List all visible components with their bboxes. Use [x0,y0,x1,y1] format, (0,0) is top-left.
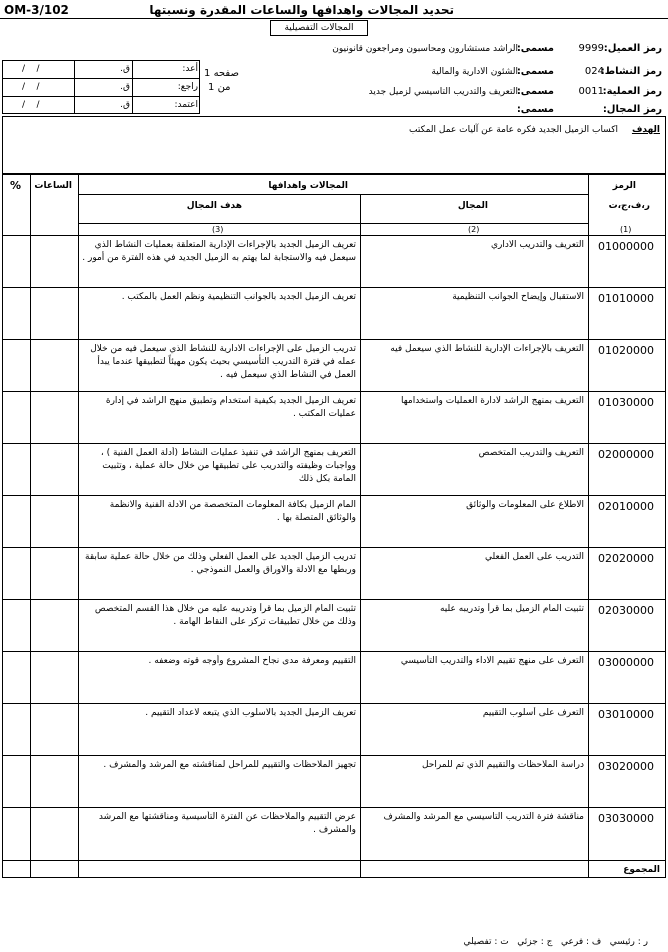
of-word: من [217,82,231,93]
row-field: التعريف بالإجراءات الإدارية للنشاط الذي سيعمل فيه [390,344,584,354]
row-code: 01000000 [598,240,654,253]
row-field: التعريف بمنهج الراشد لادارة العمليات واستخدامها [401,396,584,406]
process-code: 0011 [578,86,604,97]
row-goal: التعريف بمنهج الراشد في تنفيذ عمليات النشاط (أدلة العمل الفنية ) ، وواجبات وظيفته والتدريب على تطبيقها من خلال حالة عملية ، وتثبيت المامة بكل ذلك [100,448,356,484]
row-code: 03020000 [598,760,654,773]
col-num-2: (2) [468,225,480,234]
activity-code: 024 [584,66,604,77]
client-name-label: مسمى: [516,43,554,54]
row-field: التعرف على منهج تقييم الاداء والتدريب التأسيسي [400,656,584,666]
goal-text: اكساب الزميل الجديد فكره عامة عن آليات عمل المكتب [409,125,618,135]
row-field: التدريب على العمل الفعلي [484,552,584,562]
row-code: 01020000 [598,344,654,357]
page-title: تحديد المجالات واهدافها والساعات المقدرة ونسبتها [149,3,454,17]
reviewed-label: راجع: [177,82,198,92]
col-num-1: (1) [620,225,632,234]
row-field: تثبيت المام الزميل بما قرأ وتدريبه عليه [439,604,584,614]
legend: ر : رئيسي ف : فرعي ج : جزئي ت : تفصيلي [463,937,648,947]
approved-q: ق. [120,100,130,110]
row-code: 03010000 [598,708,654,721]
prepared-q: ق. [120,64,130,74]
total-label: المجموع [623,865,660,875]
col-num-3: (3) [212,225,224,234]
row-code: 01030000 [598,396,654,409]
row-code: 02030000 [598,604,654,617]
row-code: 03000000 [598,656,654,669]
row-goal: تجهيز الملاحظات والتقييم للمراحل لمناقشته مع المرشد والمشرف . [103,760,356,770]
reviewed-q: ق. [120,82,130,92]
reviewed-date: / / [22,82,40,92]
row-goal: التقييم ومعرفة مدى نجاح المشروع وأوجه قوته وضعفه . [148,656,356,666]
activity-name: الشئون الادارية والمالية [431,67,518,77]
row-goal: تثبيت المام الزميل بما قرأ وتدريبه عليه من خلال هذا القسم المتخصص وذلك من خلال تطبيقات تركز على النقاط الهامة . [94,604,356,627]
activity-label: رمز النشاط: [600,66,662,77]
client-code: 9999 [578,43,604,54]
page-total: 1 [208,82,215,93]
row-field: التعريف والتدريب المتخصص [478,448,584,458]
process-name: التعريف والتدريب التاسيسي لزميل جديد [368,87,518,97]
page-word: صفحه [213,68,239,79]
approved-date: / / [22,100,40,110]
section-subtitle: المجالات التفصيلية [284,23,354,33]
activity-name-label: مسمى: [516,66,554,77]
group-header: المجالات واهدافها [268,181,348,191]
row-goal: تعريف الزميل الجديد بالجوانب التنظيمية ونظم العمل بالمكتب . [121,292,356,302]
row-goal: تدريب الزميل الجديد على العمل الفعلي وذلك من خلال حالة عملية سابقة وربطها مع الادلة والاوراق والعمل النموذجي . [85,552,356,575]
row-field: الاطلاع على المعلومات والوثائق [466,500,584,510]
row-field: التعرف على أسلوب التقييم [482,708,584,718]
process-name-label: مسمى: [516,86,554,97]
row-goal: تعريف الزميل الجديد بالإجراءات الإدارية المتعلقة بعمليات النشاط الذي سيعمل فيه والاستجابة لما يهتم به الزميل الجديد في هذه الفترة من أمور . [82,240,356,263]
field-header: المجال [457,201,488,211]
page-label [204,68,239,80]
row-goal: المام الزميل بكافة المعلومات المتخصصة من الادلة الفنية والانظمة والوثائق المتصلة بها . [109,500,356,523]
client-name: الراشد مستشارون ومحاسبون ومراجعون قانونيون [332,44,518,54]
row-code: 02000000 [598,448,654,461]
form-code: OM-3/102 [4,3,69,17]
row-code: 01010000 [598,292,654,305]
code-header: الرمز [612,181,636,191]
goal-header: هدف المجال [186,201,242,211]
client-label: رمز العميل: [603,43,662,54]
section-title-box [270,20,368,36]
row-code: 02020000 [598,552,654,565]
row-code: 02010000 [598,500,654,513]
pct-header: % [10,179,22,192]
row-code: 03030000 [598,812,654,825]
row-field: دراسة الملاحظات والتقييم الذي تم للمراحل [421,760,584,770]
row-goal: تدريب الزميل على الإجراءات الادارية للنشاط الذي سيعمل فيه من خلال عمله في فترة التدريب التأسيسي بحيث يكون مهيئاً لتطبيقها عندما يبدأ العمل في النشاط الذي سيعمل فيه . [90,344,356,380]
field-name-label: مسمى: [516,104,554,115]
row-goal: تعريف الزميل الجديد بالاسلوب الذي يتبعه لاعداد التقييم . [145,708,356,718]
page-of [208,82,231,94]
page-number: 1 [204,68,211,79]
hours-header: الساعات [34,181,72,191]
process-label: رمز العملية: [602,86,662,97]
row-field: التعريف والتدريب الاداري [490,240,584,250]
row-field: مناقشة فترة التدريب التاسيسي مع المرشد والمشرف [383,812,584,822]
row-field: الاستقبال وإيضاح الجوانب التنظيمية [452,292,584,302]
code-header-sub: ر،ف،ج،ت [608,201,650,211]
row-goal: تعريف الزميل الجديد بكيفية استخدام وتطبيق منهج الراشد في إدارة عمليات المكتب . [105,396,356,419]
goal-label: الهدف [631,125,660,135]
field-label: رمز المجال: [602,104,662,115]
row-goal: عرض التقييم والملاحظات عن الفترة التأسيسية ومناقشتها مع المرشد والمشرف . [98,812,356,835]
prepared-date: / / [22,64,40,74]
approved-label: اعتمد: [174,100,198,110]
prepared-label: أعد: [182,64,198,74]
